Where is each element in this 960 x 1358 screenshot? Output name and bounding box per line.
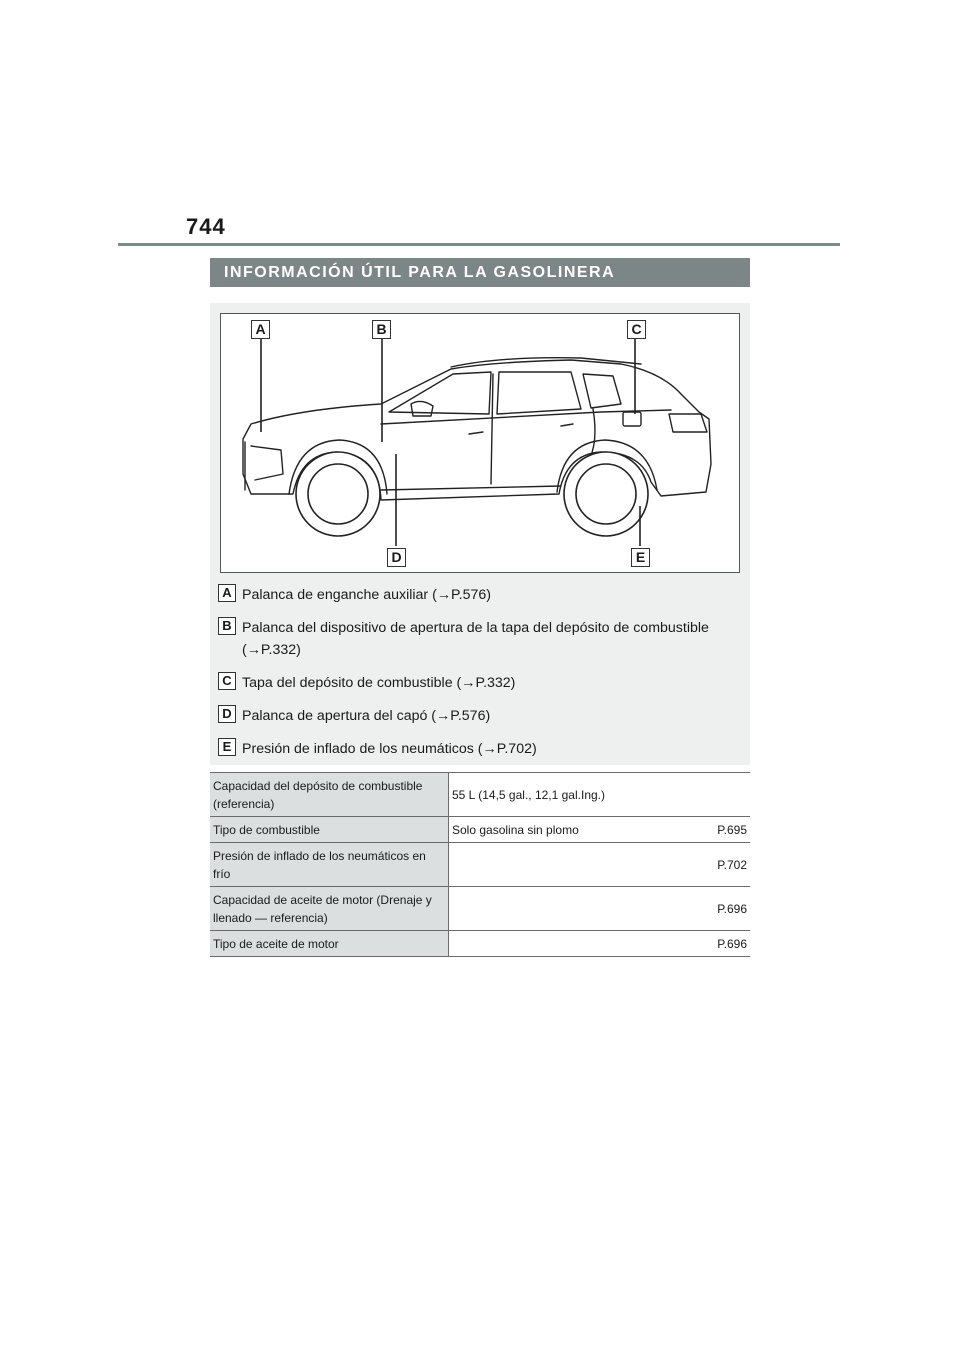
spec-label: Capacidad de aceite de motor (Drenaje y llenado — referencia)	[210, 887, 449, 931]
door-handle	[469, 432, 483, 434]
legend-item	[218, 617, 738, 661]
door-handle	[561, 424, 573, 426]
spec-value-cell	[449, 931, 751, 957]
callout-e: E	[631, 548, 650, 567]
legend-item	[218, 705, 738, 727]
legend-tag: D	[218, 705, 236, 723]
side-mirror	[411, 401, 433, 416]
spec-page-ref[interactable]: P.696	[717, 901, 747, 916]
window-line	[497, 372, 581, 414]
legend-text: Palanca del dispositivo de apertura de la tapa del depósito de combustible (→P.332)	[242, 620, 709, 658]
suv-side-view-illustration	[221, 314, 739, 572]
legend-tag: A	[218, 584, 236, 602]
fuel-cap-shape	[623, 412, 641, 426]
spec-value-cell	[449, 773, 751, 817]
legend-item	[218, 584, 738, 606]
callout-d: D	[387, 548, 406, 567]
diagram-legend	[218, 584, 738, 771]
vehicle-diagram	[220, 313, 740, 573]
table-row	[210, 773, 750, 817]
spec-page-ref[interactable]: P.702	[717, 857, 747, 872]
spec-value-cell	[449, 887, 751, 931]
spec-value: Solo gasolina sin plomo	[452, 822, 579, 837]
callout-c: C	[627, 320, 646, 339]
legend-text: Tapa del depósito de combustible (→P.332)	[242, 675, 516, 691]
spec-label: Tipo de combustible	[210, 817, 449, 843]
legend-item	[218, 738, 738, 760]
table-row	[210, 843, 750, 887]
window-line	[583, 374, 621, 408]
spec-label: Capacidad del depósito de combustible (referencia)	[210, 773, 449, 817]
spec-label: Tipo de aceite de motor	[210, 931, 449, 957]
header-rule	[118, 243, 840, 246]
door-line	[491, 374, 493, 484]
fuel-station-spec-table	[210, 772, 750, 957]
callout-a: A	[251, 320, 270, 339]
table-row	[210, 817, 750, 843]
spec-page-ref[interactable]: P.696	[717, 936, 747, 951]
tail-light	[669, 414, 707, 432]
legend-text: Palanca de enganche auxiliar (→P.576)	[242, 587, 491, 603]
rear-wheel-rim	[576, 464, 636, 524]
legend-item	[218, 672, 738, 694]
page-number: 744	[186, 214, 226, 239]
legend-text: Presión de inflado de los neumáticos (→P.702)	[242, 741, 537, 757]
rocker-panel	[381, 486, 561, 490]
section-title: INFORMACIÓN ÚTIL PARA LA GASOLINERA	[210, 258, 750, 287]
callout-b: B	[372, 320, 391, 339]
table-row	[210, 887, 750, 931]
legend-tag: C	[218, 672, 236, 690]
spec-value: 55 L (14,5 gal., 12,1 gal.Ing.)	[452, 787, 605, 802]
spec-page-ref[interactable]: P.695	[717, 822, 747, 837]
spec-label: Presión de inflado de los neumáticos en frío	[210, 843, 449, 887]
legend-tag: E	[218, 738, 236, 756]
spec-value-cell	[449, 817, 751, 843]
front-wheel-rim	[308, 464, 368, 524]
table-row	[210, 931, 750, 957]
legend-tag: B	[218, 617, 236, 635]
spec-value-cell	[449, 843, 751, 887]
legend-text: Palanca de apertura del capó (→P.576)	[242, 708, 491, 724]
front-grille	[245, 442, 283, 490]
